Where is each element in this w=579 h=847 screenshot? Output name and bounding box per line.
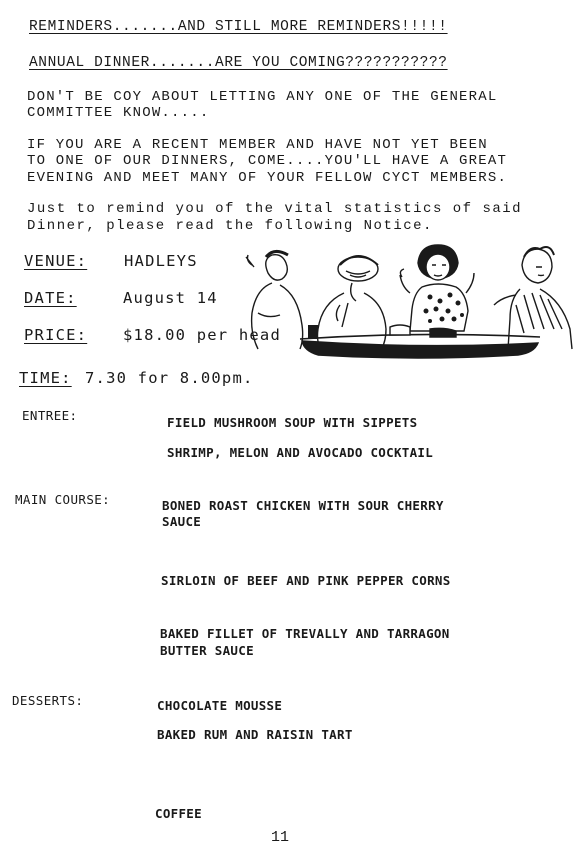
diner-left-figure <box>246 251 303 349</box>
date-label: DATE: <box>24 289 77 307</box>
main-course-item-1-cont: SAUCE <box>162 514 202 529</box>
time-value: 7.30 for 8.00pm. <box>85 369 254 387</box>
page-number: 11 <box>271 829 290 846</box>
diner-center-woman-figure <box>400 245 474 331</box>
main-course-item-1: BONED ROAST CHICKEN WITH SOUR CHERRY <box>162 498 444 513</box>
price-label: PRICE: <box>24 326 88 344</box>
dessert-item-2: BAKED RUM AND RAISIN TART <box>157 727 353 742</box>
diners-illustration <box>240 243 575 361</box>
date-value: August 14 <box>123 289 218 307</box>
coffee-item: COFFEE <box>155 806 202 821</box>
dessert-item-1: CHOCOLATE MOUSSE <box>157 698 283 713</box>
entree-item-1: FIELD MUSHROOM SOUP WITH SIPPETS <box>167 415 418 430</box>
desserts-label: DESSERTS: <box>12 693 84 708</box>
entree-item-2: SHRIMP, MELON AND AVOCADO COCKTAIL <box>167 445 434 460</box>
main-course-item-3: BAKED FILLET OF TREVALLY AND TARRAGON <box>160 626 450 641</box>
venue-value: HADLEYS <box>124 252 198 270</box>
paragraph-2-line-2: TO ONE OF OUR DINNERS, COME....YOU'LL HAVE A GREAT <box>27 153 508 169</box>
price-value: $18.00 per head <box>123 326 281 344</box>
paragraph-1-line-1: DON'T BE COY ABOUT LETTING ANY ONE OF THE GENERAL <box>27 89 498 105</box>
annual-dinner-heading: ANNUAL DINNER.......ARE YOU COMING??????????? <box>29 55 448 71</box>
main-course-item-3-cont: BUTTER SAUCE <box>160 643 254 658</box>
paragraph-3-line-2: Dinner, please read the following Notice. <box>27 218 433 234</box>
paragraph-3-line-1: Just to remind you of the vital statistics of said <box>27 201 523 217</box>
main-course-label: MAIN COURSE: <box>15 492 111 507</box>
paragraph-1-line-2: COMMITTEE KNOW..... <box>27 105 210 121</box>
venue-label: VENUE: <box>24 252 88 270</box>
entree-label: ENTREE: <box>22 408 78 423</box>
time-label: TIME: <box>19 369 72 387</box>
main-course-item-2: SIRLOIN OF BEEF AND PINK PEPPER CORNS <box>161 573 451 588</box>
diner-right-man-figure <box>494 247 572 349</box>
paragraph-2-line-3: EVENING AND MEET MANY OF YOUR FELLOW CYCT MEMBERS. <box>27 170 508 186</box>
paragraph-2-line-1: IF YOU ARE A RECENT MEMBER AND HAVE NOT YET BEEN <box>27 137 488 153</box>
reminders-heading: REMINDERS.......AND STILL MORE REMINDERS!!!!! <box>29 19 448 35</box>
